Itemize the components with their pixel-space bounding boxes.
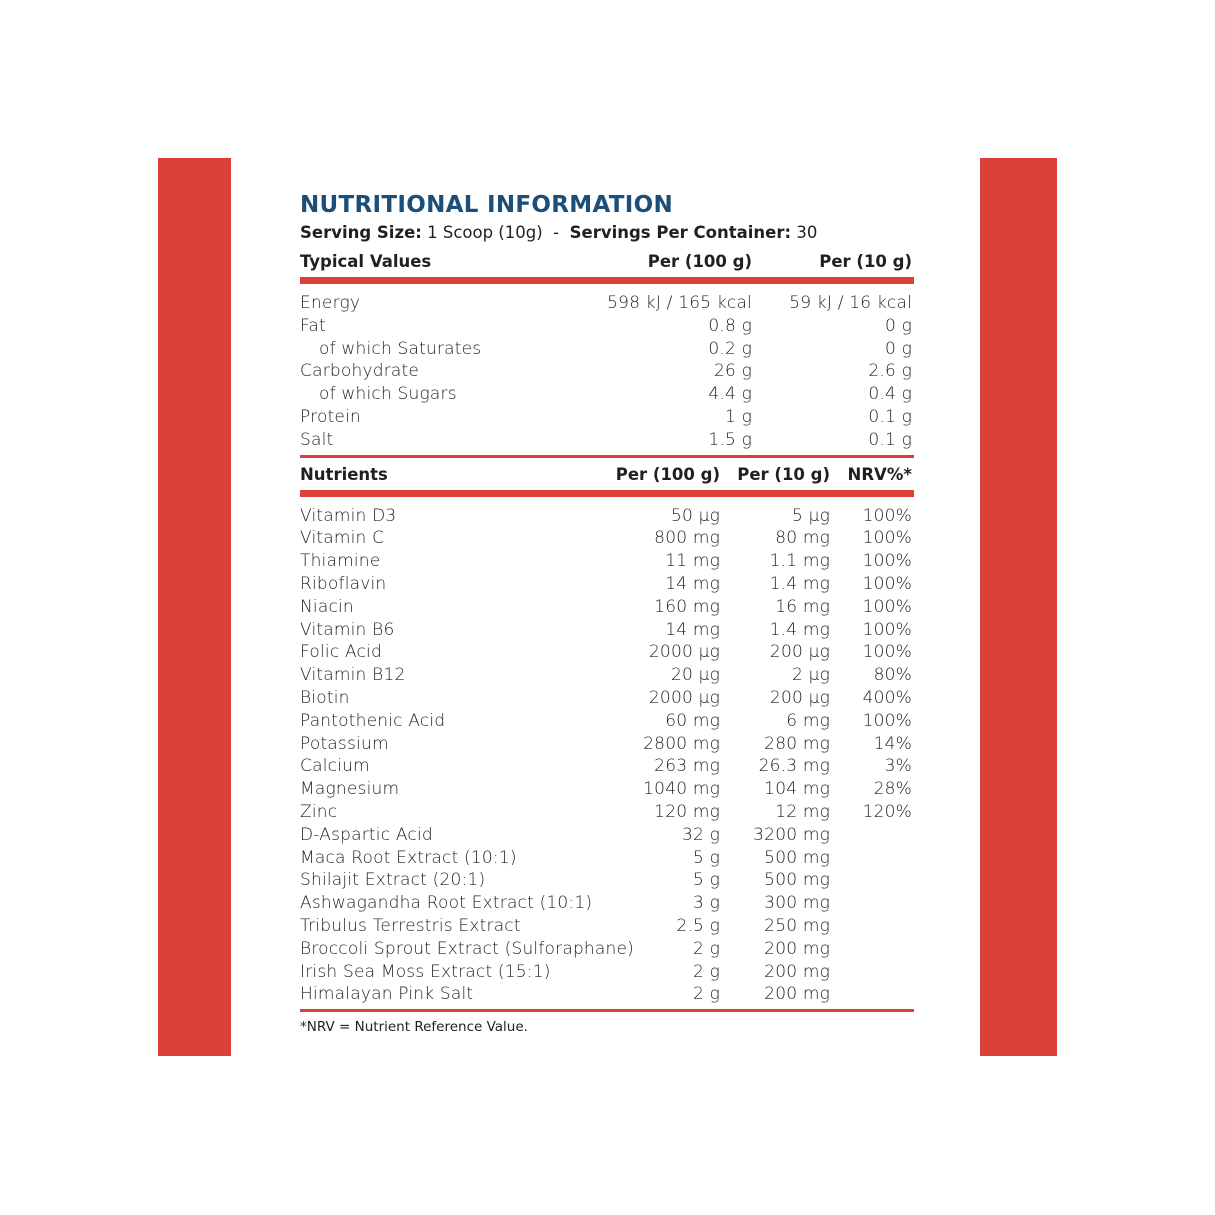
nrv-percent: 28% (873, 779, 912, 800)
table-row (300, 869, 914, 892)
nutrients-header-per10: Per (10 g) (737, 464, 830, 484)
table-row (300, 406, 914, 429)
panel-title: NUTRITIONAL INFORMATION (300, 192, 674, 218)
right-red-band (980, 158, 1057, 1056)
nrv-percent: 100% (862, 642, 912, 663)
value-per-100g: 2 g (692, 984, 720, 1005)
value-per-100g: 2800 mg (643, 733, 720, 754)
nutrient-name: Vitamin B12 (300, 665, 406, 686)
value-per-100g: 1040 mg (643, 779, 720, 800)
typical-values-header (300, 249, 914, 275)
divider-thin (300, 455, 914, 458)
value-per-100g: 1.5 g (708, 429, 752, 450)
value-per-10g: 300 mg (764, 893, 830, 914)
value-per-10g: 2 µg (791, 665, 830, 686)
value-per-10g: 200 µg (769, 687, 830, 708)
table-row (300, 383, 914, 406)
table-row (300, 550, 914, 573)
value-per-10g: 12 mg (775, 801, 830, 822)
table-row (300, 429, 914, 452)
value-per-100g: 14 mg (665, 619, 720, 640)
table-row (300, 527, 914, 550)
nrv-percent: 100% (862, 596, 912, 617)
serving-size-label: Serving Size: (300, 223, 422, 242)
table-row (300, 892, 914, 915)
table-row (300, 983, 914, 1006)
value-per-100g: 1 g (724, 406, 752, 427)
nutrient-name: Carbohydrate (300, 361, 420, 382)
nutrient-name: Irish Sea Moss Extract (15:1) (300, 961, 551, 982)
value-per-10g: 1.4 mg (769, 619, 830, 640)
nrv-percent: 100% (862, 505, 912, 526)
nutrients-header-nrv: NRV%* (847, 464, 912, 484)
nutrient-name: Salt (300, 429, 334, 450)
typical-header-label: Typical Values (300, 252, 432, 271)
value-per-100g: 2 g (692, 938, 720, 959)
nutrient-name: Biotin (300, 687, 350, 708)
table-row (300, 338, 914, 361)
nrv-percent: 100% (862, 551, 912, 572)
value-per-100g: 2 g (692, 961, 720, 982)
nutrients-header-per100: Per (100 g) (615, 464, 720, 484)
serving-size-value: 1 Scoop (10g) (427, 223, 543, 242)
nutrients-header-label: Nutrients (300, 464, 388, 484)
nutrients-table (300, 505, 914, 1007)
nrv-percent: 120% (862, 801, 912, 822)
nutrient-name: Maca Root Extract (10:1) (300, 847, 517, 868)
table-row (300, 619, 914, 642)
nutrient-name: Vitamin B6 (300, 619, 395, 640)
divider-thick (300, 490, 914, 497)
value-per-10g: 6 mg (786, 710, 830, 731)
value-per-100g: 160 mg (654, 596, 720, 617)
nutrient-name: Broccoli Sprout Extract (Sulforaphane) (300, 938, 634, 959)
value-per-100g: 598 kJ / 165 kcal (607, 293, 752, 313)
nrv-percent: 100% (862, 619, 912, 640)
table-row (300, 801, 914, 824)
value-per-100g: 5 g (692, 847, 720, 868)
value-per-100g: 0.8 g (708, 315, 752, 336)
nutrient-name: Ashwagandha Root Extract (10:1) (300, 893, 593, 914)
table-row (300, 733, 914, 756)
nutrient-name: Folic Acid (300, 642, 382, 663)
value-per-10g: 0 g (884, 315, 912, 336)
value-per-10g: 200 mg (764, 984, 830, 1005)
servings-per-container-value: 30 (796, 223, 818, 242)
value-per-10g: 500 mg (764, 870, 830, 891)
value-per-10g: 2.6 g (868, 361, 912, 382)
nutrition-panel (300, 190, 914, 1036)
table-row (300, 505, 914, 528)
nrv-percent: 100% (862, 528, 912, 549)
divider-thin (300, 1009, 914, 1012)
table-row (300, 961, 914, 984)
nutrients-header (300, 462, 914, 488)
value-per-100g: 26 g (713, 361, 752, 382)
nutrient-name: Himalayan Pink Salt (300, 984, 474, 1005)
nrv-percent: 100% (862, 710, 912, 731)
value-per-10g: 0.1 g (868, 429, 912, 450)
value-per-100g: 14 mg (665, 573, 720, 594)
value-per-10g: 104 mg (764, 779, 830, 800)
value-per-100g: 11 mg (665, 551, 720, 572)
value-per-100g: 800 mg (654, 528, 720, 549)
value-per-100g: 60 mg (665, 710, 720, 731)
nrv-footnote: *NRV = Nutrient Reference Value. (300, 1019, 528, 1036)
value-per-100g: 2.5 g (676, 915, 720, 936)
table-row (300, 641, 914, 664)
nrv-percent: 400% (862, 687, 912, 708)
value-per-100g: 0.2 g (708, 338, 752, 359)
value-per-100g: 2000 µg (648, 642, 720, 663)
serving-info (300, 222, 914, 244)
value-per-100g: 5 g (692, 870, 720, 891)
table-row (300, 778, 914, 801)
nutrient-name: of which Sugars (319, 384, 457, 405)
nutrient-name: D-Aspartic Acid (300, 824, 433, 845)
value-per-100g: 2000 µg (648, 687, 720, 708)
table-row (300, 664, 914, 687)
nutrient-name: Shilajit Extract (20:1) (300, 870, 486, 891)
value-per-10g: 200 mg (764, 961, 830, 982)
value-per-10g: 200 mg (764, 938, 830, 959)
value-per-10g: 1.1 mg (769, 551, 830, 572)
table-row (300, 847, 914, 870)
value-per-100g: 120 mg (654, 801, 720, 822)
serving-separator: - (553, 223, 560, 242)
value-per-100g: 263 mg (654, 756, 720, 777)
nutrient-name: Vitamin C (300, 528, 385, 549)
nutrient-name: Potassium (300, 733, 389, 754)
table-row (300, 573, 914, 596)
table-row (300, 315, 914, 338)
nutrient-name: Energy (300, 293, 361, 313)
nutrient-name: Thiamine (300, 551, 381, 572)
nrv-percent: 80% (873, 665, 912, 686)
nutrient-name: Calcium (300, 756, 370, 777)
value-per-10g: 200 µg (769, 642, 830, 663)
table-row (300, 687, 914, 710)
nutrient-name: of which Saturates (319, 338, 482, 359)
table-row (300, 824, 914, 847)
nutrient-name: Zinc (300, 801, 338, 822)
value-per-10g: 280 mg (764, 733, 830, 754)
table-row (300, 596, 914, 619)
typical-values-table (300, 292, 914, 452)
nrv-percent: 14% (873, 733, 912, 754)
table-row (300, 938, 914, 961)
value-per-10g: 500 mg (764, 847, 830, 868)
table-row (300, 755, 914, 778)
nutrient-name: Niacin (300, 596, 354, 617)
value-per-10g: 3200 mg (753, 824, 830, 845)
left-red-band (158, 158, 231, 1056)
value-per-100g: 4.4 g (708, 384, 752, 405)
nrv-percent: 3% (884, 756, 912, 777)
servings-per-container-label: Servings Per Container: (569, 223, 792, 242)
value-per-10g: 16 mg (775, 596, 830, 617)
table-row (300, 360, 914, 383)
value-per-10g: 26.3 mg (758, 756, 830, 777)
value-per-10g: 80 mg (775, 528, 830, 549)
nutrient-name: Vitamin D3 (300, 505, 397, 526)
nutrient-name: Pantothenic Acid (300, 710, 446, 731)
typical-header-per10: Per (10 g) (819, 252, 912, 271)
nutrient-name: Magnesium (300, 779, 400, 800)
nutrient-name: Protein (300, 406, 361, 427)
value-per-10g: 0.4 g (868, 384, 912, 405)
value-per-10g: 0 g (884, 338, 912, 359)
table-row (300, 710, 914, 733)
value-per-10g: 5 µg (791, 505, 830, 526)
nrv-percent: 100% (862, 573, 912, 594)
value-per-10g: 59 kJ / 16 kcal (789, 293, 912, 313)
value-per-10g: 0.1 g (868, 406, 912, 427)
divider-thick (300, 277, 914, 284)
value-per-10g: 1.4 mg (769, 573, 830, 594)
table-row (300, 915, 914, 938)
value-per-100g: 50 µg (670, 505, 720, 526)
value-per-100g: 3 g (692, 893, 720, 914)
nutrient-name: Fat (300, 315, 326, 336)
nutrient-name: Riboflavin (300, 573, 387, 594)
typical-header-per100: Per (100 g) (647, 252, 752, 271)
value-per-100g: 20 µg (670, 665, 720, 686)
value-per-100g: 32 g (681, 824, 720, 845)
nutrient-name: Tribulus Terrestris Extract (300, 915, 521, 936)
value-per-10g: 250 mg (764, 915, 830, 936)
table-row (300, 292, 914, 315)
